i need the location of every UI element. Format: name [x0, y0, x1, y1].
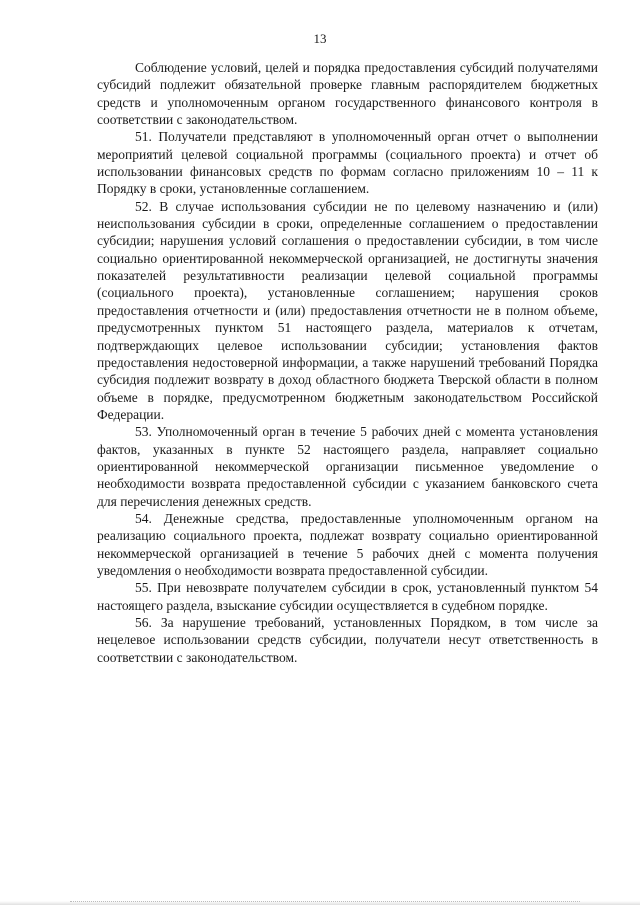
paragraph-compliance-control: Соблюдение условий, целей и порядка предоставления субсидий получателями субсидий подлежит обязательной проверке главным распорядителем бюджетных средств и уполномоченным органом государственного финансового контроля в соответствии с законодательством. [97, 60, 598, 128]
page-number: 13 [313, 31, 327, 46]
paragraph-53-notification: 53. Уполномоченный орган в течение 5 рабочих дней с момента установления фактов, указанных в пункте 52 настоящего раздела, направляет социально ориентированной некоммерческой организации письменное уведомление о необходимости возврата предоставленной субсидии с указанием банковского счета для перечисления денежных средств. [97, 424, 598, 509]
paragraph-51-reports: 51. Получатели представляют в уполномоченный орган отчет о выполнении мероприятий целевой социальной программы (социального проекта) и отчет об использовании финансовых средств по формам согласно приложениям 10 – 11 к Порядку в сроки, установленные соглашением. [97, 129, 598, 197]
paragraph-55-court-recovery: 55. При невозврате получателем субсидии в срок, установленный пунктом 54 настоящего раздела, взыскание субсидии осуществляется в судебном порядке. [97, 580, 598, 613]
paragraph-54-refund-deadline: 54. Денежные средства, предоставленные уполномоченным органом на реализацию социального проекта, подлежат возврату социально ориентированной некоммерческой организацией в течение 5 рабочих дней с момента получения уведомления о необходимости возврата предоставленной субсидии. [97, 510, 598, 578]
scan-bottom-edge [0, 901, 640, 905]
document-body [97, 59, 598, 666]
paragraph-52-subsidy-return: 52. В случае использования субсидии не по целевому назначению и (или) неиспользования субсидии в сроки, определенные соглашением о предоставлении субсидии; нарушения условий соглашения о предоставлении субсидии, в том числе социально ориентированной некоммерческой организацией, не достигнуты значения показателей результативности реализации целевой социальной программы (социального проекта), установленные соглашением; нарушения сроков предоставления отчетности и (или) предоставления отчетности не в полном объеме, предусмотренных пунктом 51 настоящего раздела, материалов к отчетам, подтверждающих целевое использовании субсидии; установления фактов предоставления недостоверной информации, а также нарушений требований Порядка субсидия подлежит возврату в доход областного бюджета Тверской области в полном объеме в порядке, предусмотренном бюджетным законодательством Российской Федерации. [97, 198, 598, 422]
paragraph-56-liability: 56. За нарушение требований, установленных Порядком, в том числе за нецелевое использовании средств субсидии, получатели несут ответственность в соответствии с законодательством. [97, 615, 598, 665]
